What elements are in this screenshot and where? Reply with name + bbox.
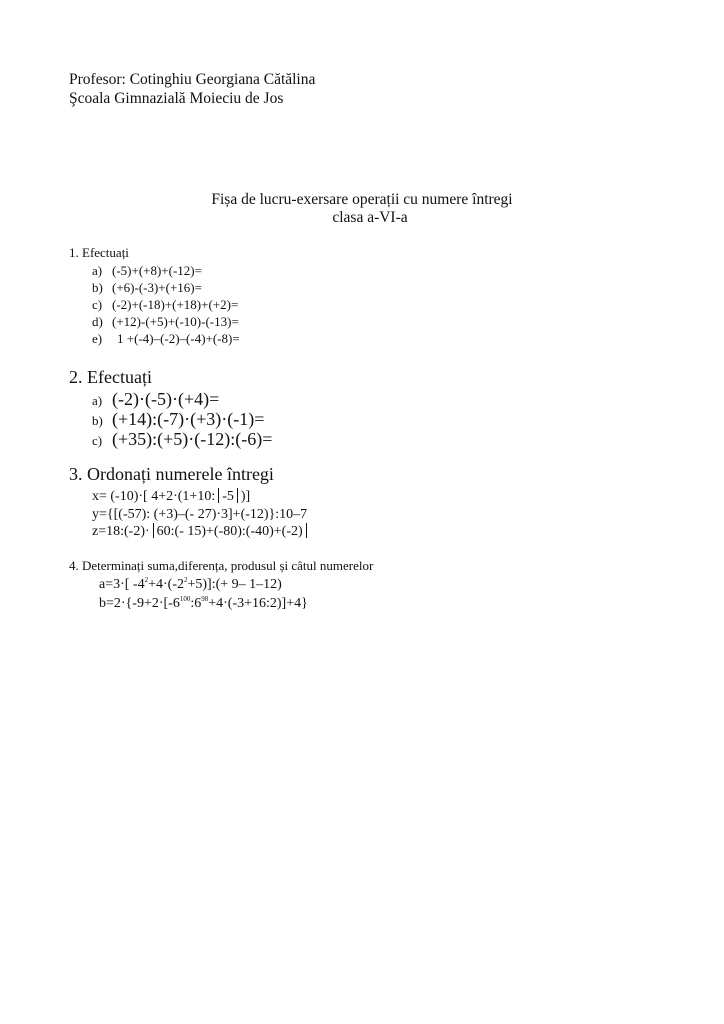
ex2-item xyxy=(92,428,272,450)
ex3-x-abs: -5 xyxy=(222,489,234,504)
ex3-z-expression xyxy=(92,523,310,540)
exponent: 2 xyxy=(184,576,188,584)
ex2-item-label: b) xyxy=(92,413,103,428)
ex1-item-label: e) xyxy=(92,331,103,346)
abs-bar-right xyxy=(237,488,238,503)
abs-bar-right xyxy=(306,523,307,538)
ex3-z-part: z=18:(-2)· xyxy=(92,524,150,539)
ex4-a-part: a=3·[ -4 xyxy=(99,577,145,592)
ex1-item xyxy=(92,314,239,330)
ex1-item-expr: (-2)+(-18)+(+18)+(+2)= xyxy=(112,297,239,312)
ex1-heading: 1. Efectuați xyxy=(69,245,129,260)
ex2-item xyxy=(92,408,264,430)
ex3-x-expression xyxy=(92,488,250,505)
ex4-b-part: b=2·{-9+2·[-6 xyxy=(99,596,180,611)
worksheet-title: Fișa de lucru-exersare operații cu numere întregi xyxy=(211,191,513,208)
ex2-item-label: c) xyxy=(92,433,103,448)
ex1-item-label: a) xyxy=(92,263,103,278)
ex3-x-part: x= (-10)·[ 4+2·(1+10: xyxy=(92,489,216,504)
ex4-a-expression xyxy=(99,576,282,593)
exponent: 98 xyxy=(201,595,209,603)
teacher-name: Profesor: Cotinghiu Georgiana Cătălina xyxy=(69,71,316,88)
ex2-item-expr: (-2)·(-5)·(+4)= xyxy=(112,389,220,409)
ex2-item-expr: (+35):(+5)·(-12):(-6)= xyxy=(112,429,273,449)
ex2-heading: 2. Efectuați xyxy=(69,367,152,387)
abs-bar-left xyxy=(218,488,219,503)
ex3-x-part: )] xyxy=(240,489,251,504)
ex3-y-expression: y={[(-57): (+3)–(- 27)·3]+(-12)}:10–7 xyxy=(92,507,308,522)
school-name: Şcoala Gimnazială Moieciu de Jos xyxy=(69,90,284,107)
exponent: 100 xyxy=(179,595,191,603)
ex4-b-part: :6 xyxy=(190,596,202,611)
ex1-item xyxy=(92,331,240,347)
ex1-item-label: d) xyxy=(92,314,103,329)
ex2-item-expr: (+14):(-7)·(+3)·(-1)= xyxy=(112,409,265,429)
ex1-item xyxy=(92,280,202,296)
ex4-a-part: +5)]:(+ 9– 1–12) xyxy=(187,577,282,592)
ex1-item-label: b) xyxy=(92,280,103,295)
ex4-a-part: +4·(-2 xyxy=(148,577,184,592)
ex1-item-expr: (+6)-(-3)+(+16)= xyxy=(112,280,202,295)
ex1-item-expr: 1 +(-4)–(-2)–(-4)+(-8)= xyxy=(117,331,240,346)
ex3-z-abs: 60:(- 15)+(-80):(-40)+(-2) xyxy=(156,524,303,539)
ex2-item-label: a) xyxy=(92,393,103,408)
abs-bar-left xyxy=(153,523,154,538)
ex1-item-expr: (+12)-(+5)+(-10)-(-13)= xyxy=(112,314,239,329)
ex3-heading: 3. Ordonați numerele întregi xyxy=(69,464,274,484)
ex1-item xyxy=(92,263,202,279)
ex4-b-expression xyxy=(99,595,308,612)
ex1-item-expr: (-5)+(+8)+(-12)= xyxy=(112,263,202,278)
ex4-b-part: +4·(-3+16:2)]+4} xyxy=(208,596,308,611)
ex1-item-label: c) xyxy=(92,297,103,312)
worksheet-class: clasa a-VI-a xyxy=(332,209,408,226)
ex2-item xyxy=(92,388,219,410)
ex1-item xyxy=(92,297,238,313)
exponent: 2 xyxy=(144,576,149,584)
ex4-heading: 4. Determinați suma,diferența, produsul și câtul numerelor xyxy=(69,558,374,573)
